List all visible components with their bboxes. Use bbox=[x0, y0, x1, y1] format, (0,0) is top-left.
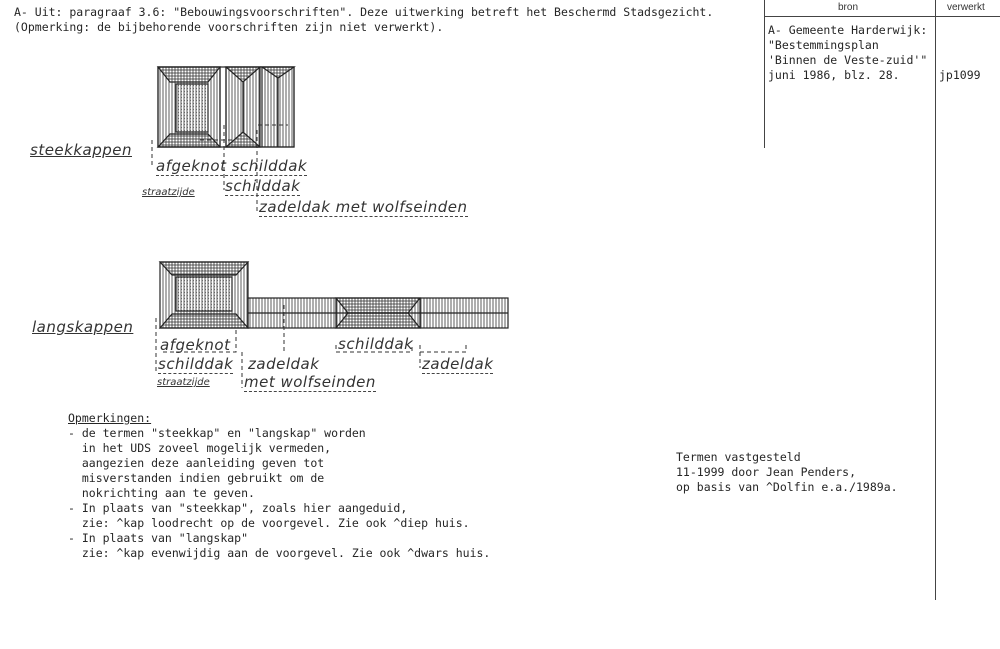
steekkappen-plan bbox=[158, 67, 294, 147]
termen-line-2: 11-1999 door Jean Penders, bbox=[676, 465, 857, 479]
col-bron-header: bron bbox=[838, 2, 859, 13]
termen-line-1: Termen vastgesteld bbox=[676, 450, 801, 464]
label-schilddak: schilddak bbox=[225, 177, 301, 195]
remarks-line-9: zie: ^kap evenwijdig aan de voorgevel. Zie ook ^dwars huis. bbox=[68, 546, 491, 560]
remarks-line-7: zie: ^kap loodrecht op de voorgevel. Zie ook ^diep huis. bbox=[68, 516, 470, 530]
bron-line-4: juni 1986, blz. 28. bbox=[768, 68, 900, 82]
col-verwerkt-header: verwerkt bbox=[947, 2, 985, 13]
label-schilddak-2: schilddak bbox=[338, 335, 414, 353]
label-afgeknot-schilddak: afgeknot schilddak bbox=[156, 157, 308, 175]
remarks-line-1: - de termen "steekkap" en "langskap" worden bbox=[68, 426, 366, 440]
label-zadeldak-wolfseinden: zadeldak met wolfseinden bbox=[259, 198, 468, 216]
header-line-1: A- Uit: paragraaf 3.6: "Bebouwingsvoorschriften". Deze uitwerking betreft het Beschermd Stadsgezicht. bbox=[14, 5, 714, 19]
label-zadeldak-1: zadeldak bbox=[248, 355, 320, 373]
langskappen-title: langskappen bbox=[32, 318, 134, 336]
remarks-line-6: - In plaats van "steekkap", zoals hier aangeduid, bbox=[68, 501, 408, 515]
remarks-line-4: misverstanden indien gebruikt om de bbox=[68, 471, 325, 485]
label-afgeknot: afgeknot bbox=[160, 336, 231, 354]
label-straatzijde-2: straatzijde bbox=[157, 377, 210, 388]
remarks-heading: Opmerkingen: bbox=[68, 411, 152, 425]
remarks-line-3: aangezien deze aanleiding geven tot bbox=[68, 456, 325, 470]
remarks-line-5: nokrichting aan te geven. bbox=[68, 486, 255, 500]
verwerkt-code: jp1099 bbox=[939, 68, 981, 82]
langskappen-plan bbox=[160, 262, 508, 328]
bron-line-2: "Bestemmingsplan bbox=[768, 38, 879, 52]
bron-line-1: A- Gemeente Harderwijk: bbox=[768, 23, 928, 37]
remarks-line-2: in het UDS zoveel mogelijk vermeden, bbox=[68, 441, 332, 455]
label-met-wolfseinden: met wolfseinden bbox=[244, 373, 376, 391]
label-schilddak-1: schilddak bbox=[158, 355, 234, 373]
remarks-line-8: - In plaats van "langskap" bbox=[68, 531, 249, 545]
header-line-2: (Opmerking: de bijbehorende voorschriften zijn niet verwerkt). bbox=[14, 20, 444, 34]
termen-line-3: op basis van ^Dolfin e.a./1989a. bbox=[676, 480, 898, 494]
steekkappen-title: steekkappen bbox=[30, 141, 132, 159]
label-zadeldak-2: zadeldak bbox=[422, 355, 494, 373]
label-straatzijde-1: straatzijde bbox=[142, 187, 195, 198]
bron-line-3: 'Binnen de Veste-zuid'" bbox=[768, 53, 928, 67]
